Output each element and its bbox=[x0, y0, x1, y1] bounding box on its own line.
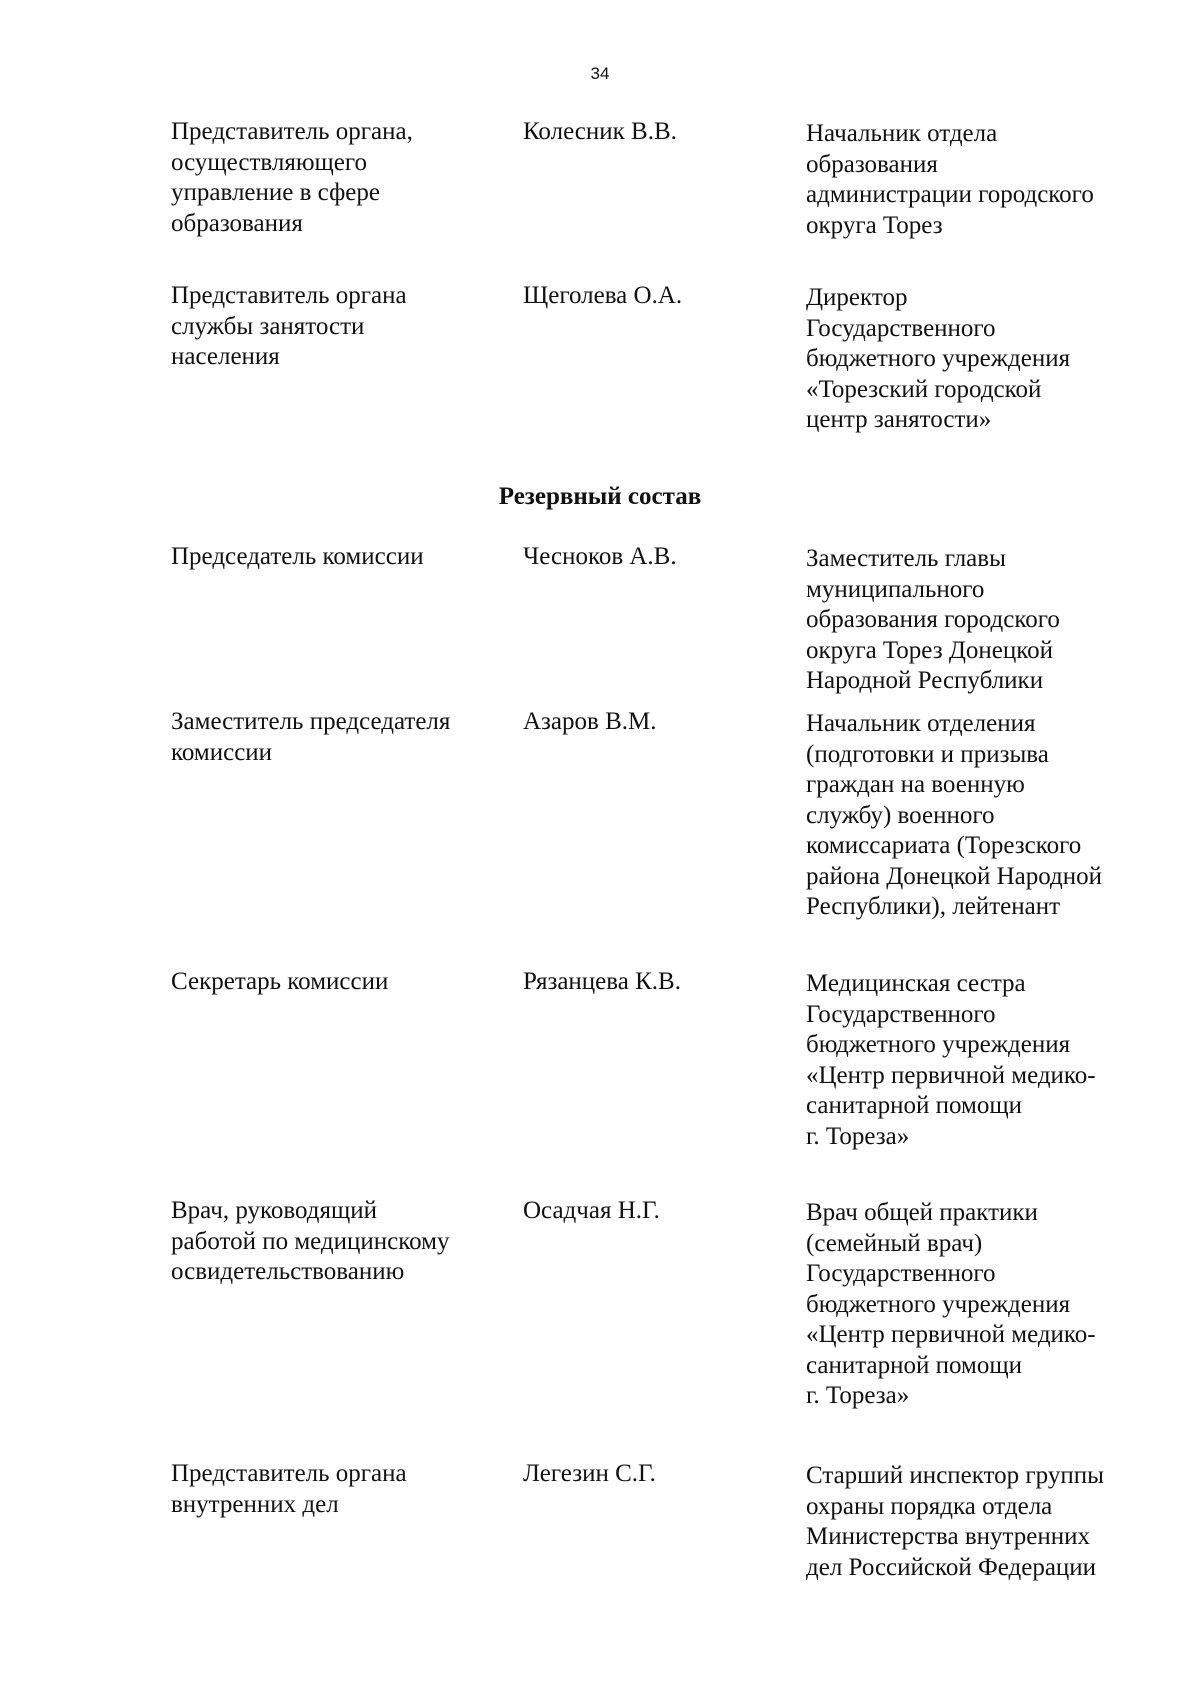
member-role: Председатель комиссии bbox=[171, 543, 424, 570]
member-name: Щеголева О.А. bbox=[523, 282, 683, 309]
member-role: Секретарь комиссии bbox=[171, 968, 389, 995]
member-role: Представитель органа внутренних дел bbox=[171, 1460, 407, 1518]
member-name: Азаров В.М. bbox=[523, 708, 657, 735]
member-name: Рязанцева К.В. bbox=[523, 968, 681, 995]
member-name: Легезин С.Г. bbox=[523, 1460, 656, 1487]
member-name: Колесник В.В. bbox=[523, 118, 677, 145]
member-position: Врач общей практики (семейный врач) Государственного бюджетного учреждения «Центр первичной медико- санитарной помощи г. Тореза» bbox=[806, 1199, 1096, 1409]
member-role: Представитель органа, осуществляющего управление в сфере образования bbox=[171, 118, 413, 237]
member-name: Осадчая Н.Г. bbox=[523, 1197, 660, 1224]
section-heading: Резервный состав bbox=[498, 483, 702, 510]
member-role: Врач, руководящий работой по медицинскому освидетельствованию bbox=[171, 1197, 450, 1285]
member-position: Начальник отделения (подготовки и призыва граждан на военную службу) военного комиссариата (Торезского района Донецкой Народной Республики), лейтенант bbox=[806, 710, 1103, 920]
member-position: Старший инспектор группы охраны порядка отдела Министерства внутренних дел Российской Федерации bbox=[806, 1462, 1104, 1581]
member-position: Медицинская сестра Государственного бюджетного учреждения «Центр первичной медико- санитарной помощи г. Тореза» bbox=[806, 970, 1096, 1150]
member-position: Начальник отдела образования администрации городского округа Торез bbox=[806, 120, 1094, 239]
member-position: Заместитель главы муниципального образования городского округа Торез Донецкой Народной Республики bbox=[806, 545, 1060, 694]
page-number: 34 bbox=[590, 64, 610, 83]
member-position: Директор Государственного бюджетного учреждения «Торезский городской центр занятости» bbox=[806, 284, 1071, 433]
member-name: Чесноков А.В. bbox=[523, 543, 677, 570]
member-role: Представитель органа службы занятости населения bbox=[171, 282, 407, 370]
member-role: Заместитель председателя комиссии bbox=[171, 708, 451, 766]
